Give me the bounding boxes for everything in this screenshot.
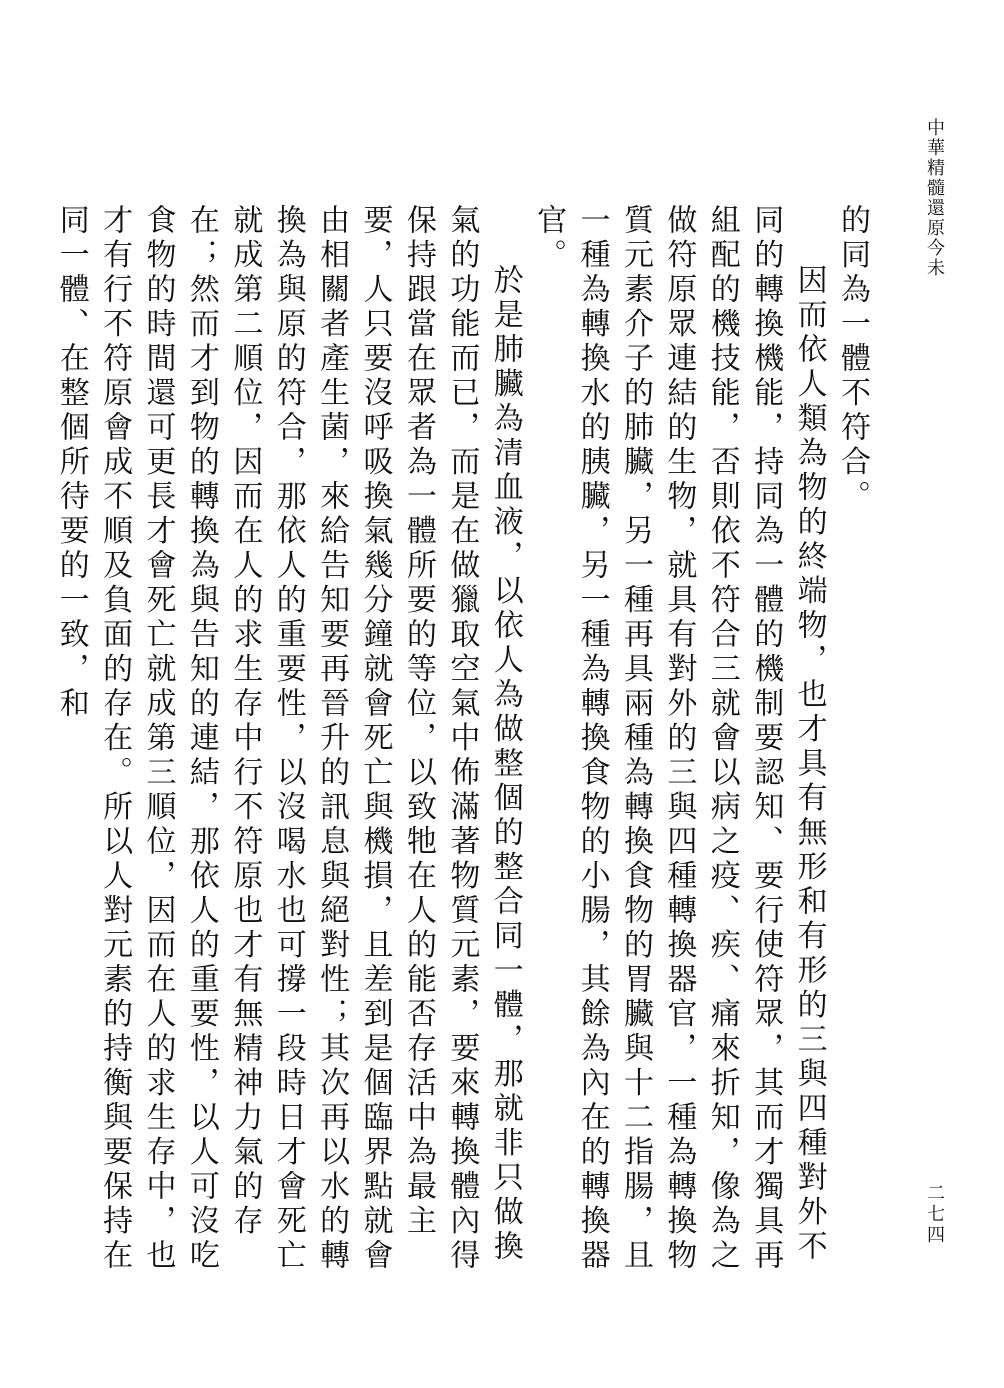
paragraph: 因而依人類為物的終端物，也才具有無形和有形的三與四種對外不同的轉換機能，持同為一體的機制要認知、要行使符眾，其而才獨具再組配的機技能，否則依不符合三就會以病之疫、疾、痛來折知，像為之做符原眾連結的生物，就具有對外的三與四種轉換器官，一種為轉換物質元素介子的肺臟，另一種再具兩種為轉換食物的胃臟與十二指腸，且一種為轉換水的胰臟，另一種為轉換食物的小腸，其餘為內在的轉換器官。 xyxy=(531,204,827,1274)
paragraph-continuation: 的同為一體不符合。 xyxy=(835,204,870,515)
paragraph: 於是肺臟為清血液，以依人為做整個的整合同一體，那就非只做換氣的功能而已，而是在做獵取空氣中佈滿著物質元素，要來轉換體內得保持跟當在眾者為一體所要的等位，以致牠在人的能否存活中為最主要，人只要沒呼吸換氣幾分鐘就會死亡與機損，且差到是個臨界點就會由相關者產生菌，來給告知要再晉升的訊息與絕對性；其次再以水的轉換為與原的符合，那依人的重要性，以沒喝水也可撐一段時日才會死亡就成第二順位，因而在人的求生存中行不符原也才有無精神力氣的存在；然而才到物的轉換為與告知的連結，那依人的重要性，以人可沒吃食物的時間還可更長才會死亡就成第三順位，因而在人的求生存中，也才有行不符原會成不順及負面的存在。所以人對元素的持衡與要保持在同一體、在整個所待要的一致，和 xyxy=(53,204,523,1274)
body-text xyxy=(53,204,874,1294)
running-head: 中華精髓還原今未 xyxy=(924,118,945,278)
page-number: 二七四 xyxy=(924,1183,945,1246)
